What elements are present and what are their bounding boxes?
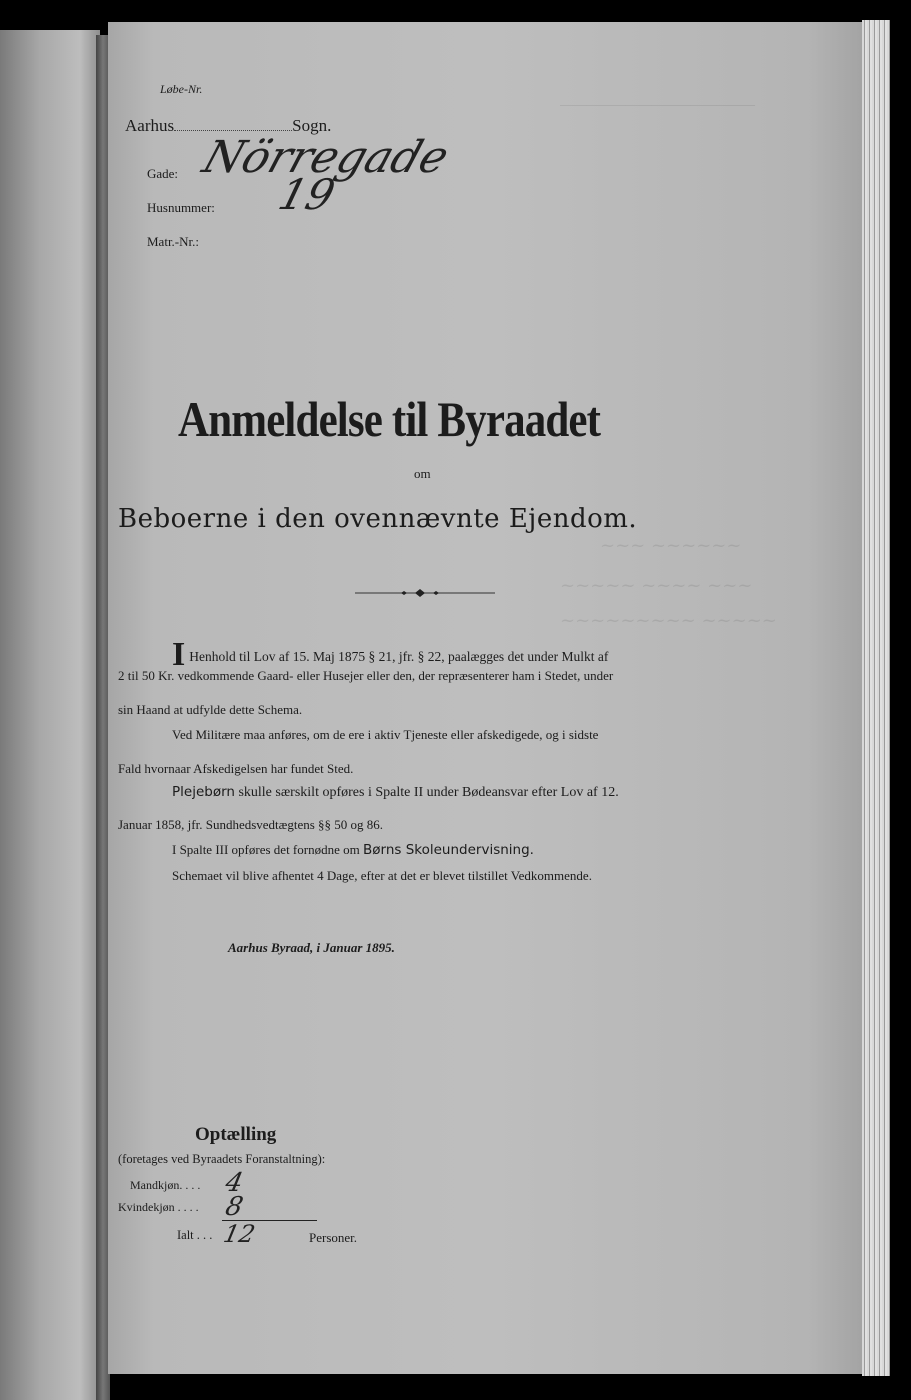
paragraph-4: I Spalte III opføres det fornødne om Børns Skoleundervisning. (172, 842, 534, 858)
sogn-label: Sogn. (292, 116, 332, 135)
gade-label: Gade: (147, 166, 179, 181)
mandkjon-row: Mandkjøn. . . . (130, 1178, 201, 1192)
paragraph-5: Schemaet vil blive afhentet 4 Dage, efter at det er blevet tilstillet Vedkommende. (172, 868, 592, 883)
paragraph-3-line-1: Plejebørn skulle særskilt opføres i Spalte II under Bødeansvar efter Lov af 12. (172, 784, 619, 800)
ialt-row: Ialt . . . (177, 1228, 213, 1242)
paragraph-2-line-1: Ved Militære maa anføres, om de ere i aktiv Tjeneste eller afskedigede, og i sidste (172, 727, 599, 742)
page-stack-edge (862, 20, 890, 1376)
aarhus-label: Aarhus (125, 116, 175, 135)
ialt-value: 12 (221, 1220, 258, 1248)
bleed-through: ~~~~~ ~~~~ ~~~ (560, 575, 753, 596)
page-subtitle: Beboerne i den ovennævnte Ejendom. (118, 504, 638, 534)
bleed-through: ~~~ ~~~~~~ (600, 535, 742, 556)
bleed-through: ――――――――――――――― (560, 98, 755, 113)
mandkjon-value: 4 (222, 1168, 246, 1198)
sogn-fill-line (174, 130, 292, 131)
lobe-nr-label: Løbe-Nr. (160, 82, 203, 96)
left-page-edge (0, 30, 100, 1400)
mandkjon-label: Mandkjøn (130, 1178, 180, 1192)
gade-handwritten-value: Nörregade (196, 132, 455, 183)
bleed-through: ~~~~~~~~~ ~~~~~ (560, 610, 777, 631)
title-om: om (414, 466, 431, 481)
paragraph-1-line-1: I Henhold til Lov af 15. Maj 1875 § 21, jfr. § 22, paalægges det under Mulkt af (172, 636, 609, 673)
drop-cap: I (172, 636, 186, 673)
paragraph-1-line-3: sin Haand at udfylde dette Schema. (118, 702, 303, 717)
paragraph-1-line-2: 2 til 50 Kr. vedkommende Gaard- eller Husejer eller den, der repræsenterer ham i Stedet, under (118, 668, 614, 683)
husnummer-label: Husnummer: (147, 200, 215, 215)
kvindekjon-row: Kvindekjøn . . . . (118, 1200, 199, 1214)
paragraph-3-line-2: Januar 1858, jfr. Sundhedsvedtægtens §§ 50 og 86. (118, 817, 384, 832)
skoleundervisning-bold: Børns Skoleundervisning. (362, 842, 534, 858)
ialt-label: Ialt (177, 1228, 194, 1242)
paragraph-2-line-2: Fald hvornaar Afskedigelsen har fundet Sted. (118, 761, 354, 776)
page-title: Anmeldelse til Byraadet (178, 391, 601, 447)
personer-label: Personer. (309, 1230, 358, 1245)
signature-line: Aarhus Byraad, i Januar 1895. (228, 940, 395, 955)
document-page (108, 22, 868, 1374)
count-subtitle: (foretages ved Byraadets Foranstaltning): (118, 1152, 326, 1166)
ornament-divider (355, 586, 495, 600)
kvindekjon-value: 8 (222, 1192, 246, 1222)
matr-nr-label: Matr.-Nr.: (147, 234, 199, 249)
husnummer-handwritten-value: 19 (273, 170, 341, 219)
kvindekjon-label: Kvindekjøn (118, 1200, 175, 1214)
plejeborn-bold: Plejebørn (172, 784, 235, 800)
count-title: Optælling (195, 1124, 277, 1145)
